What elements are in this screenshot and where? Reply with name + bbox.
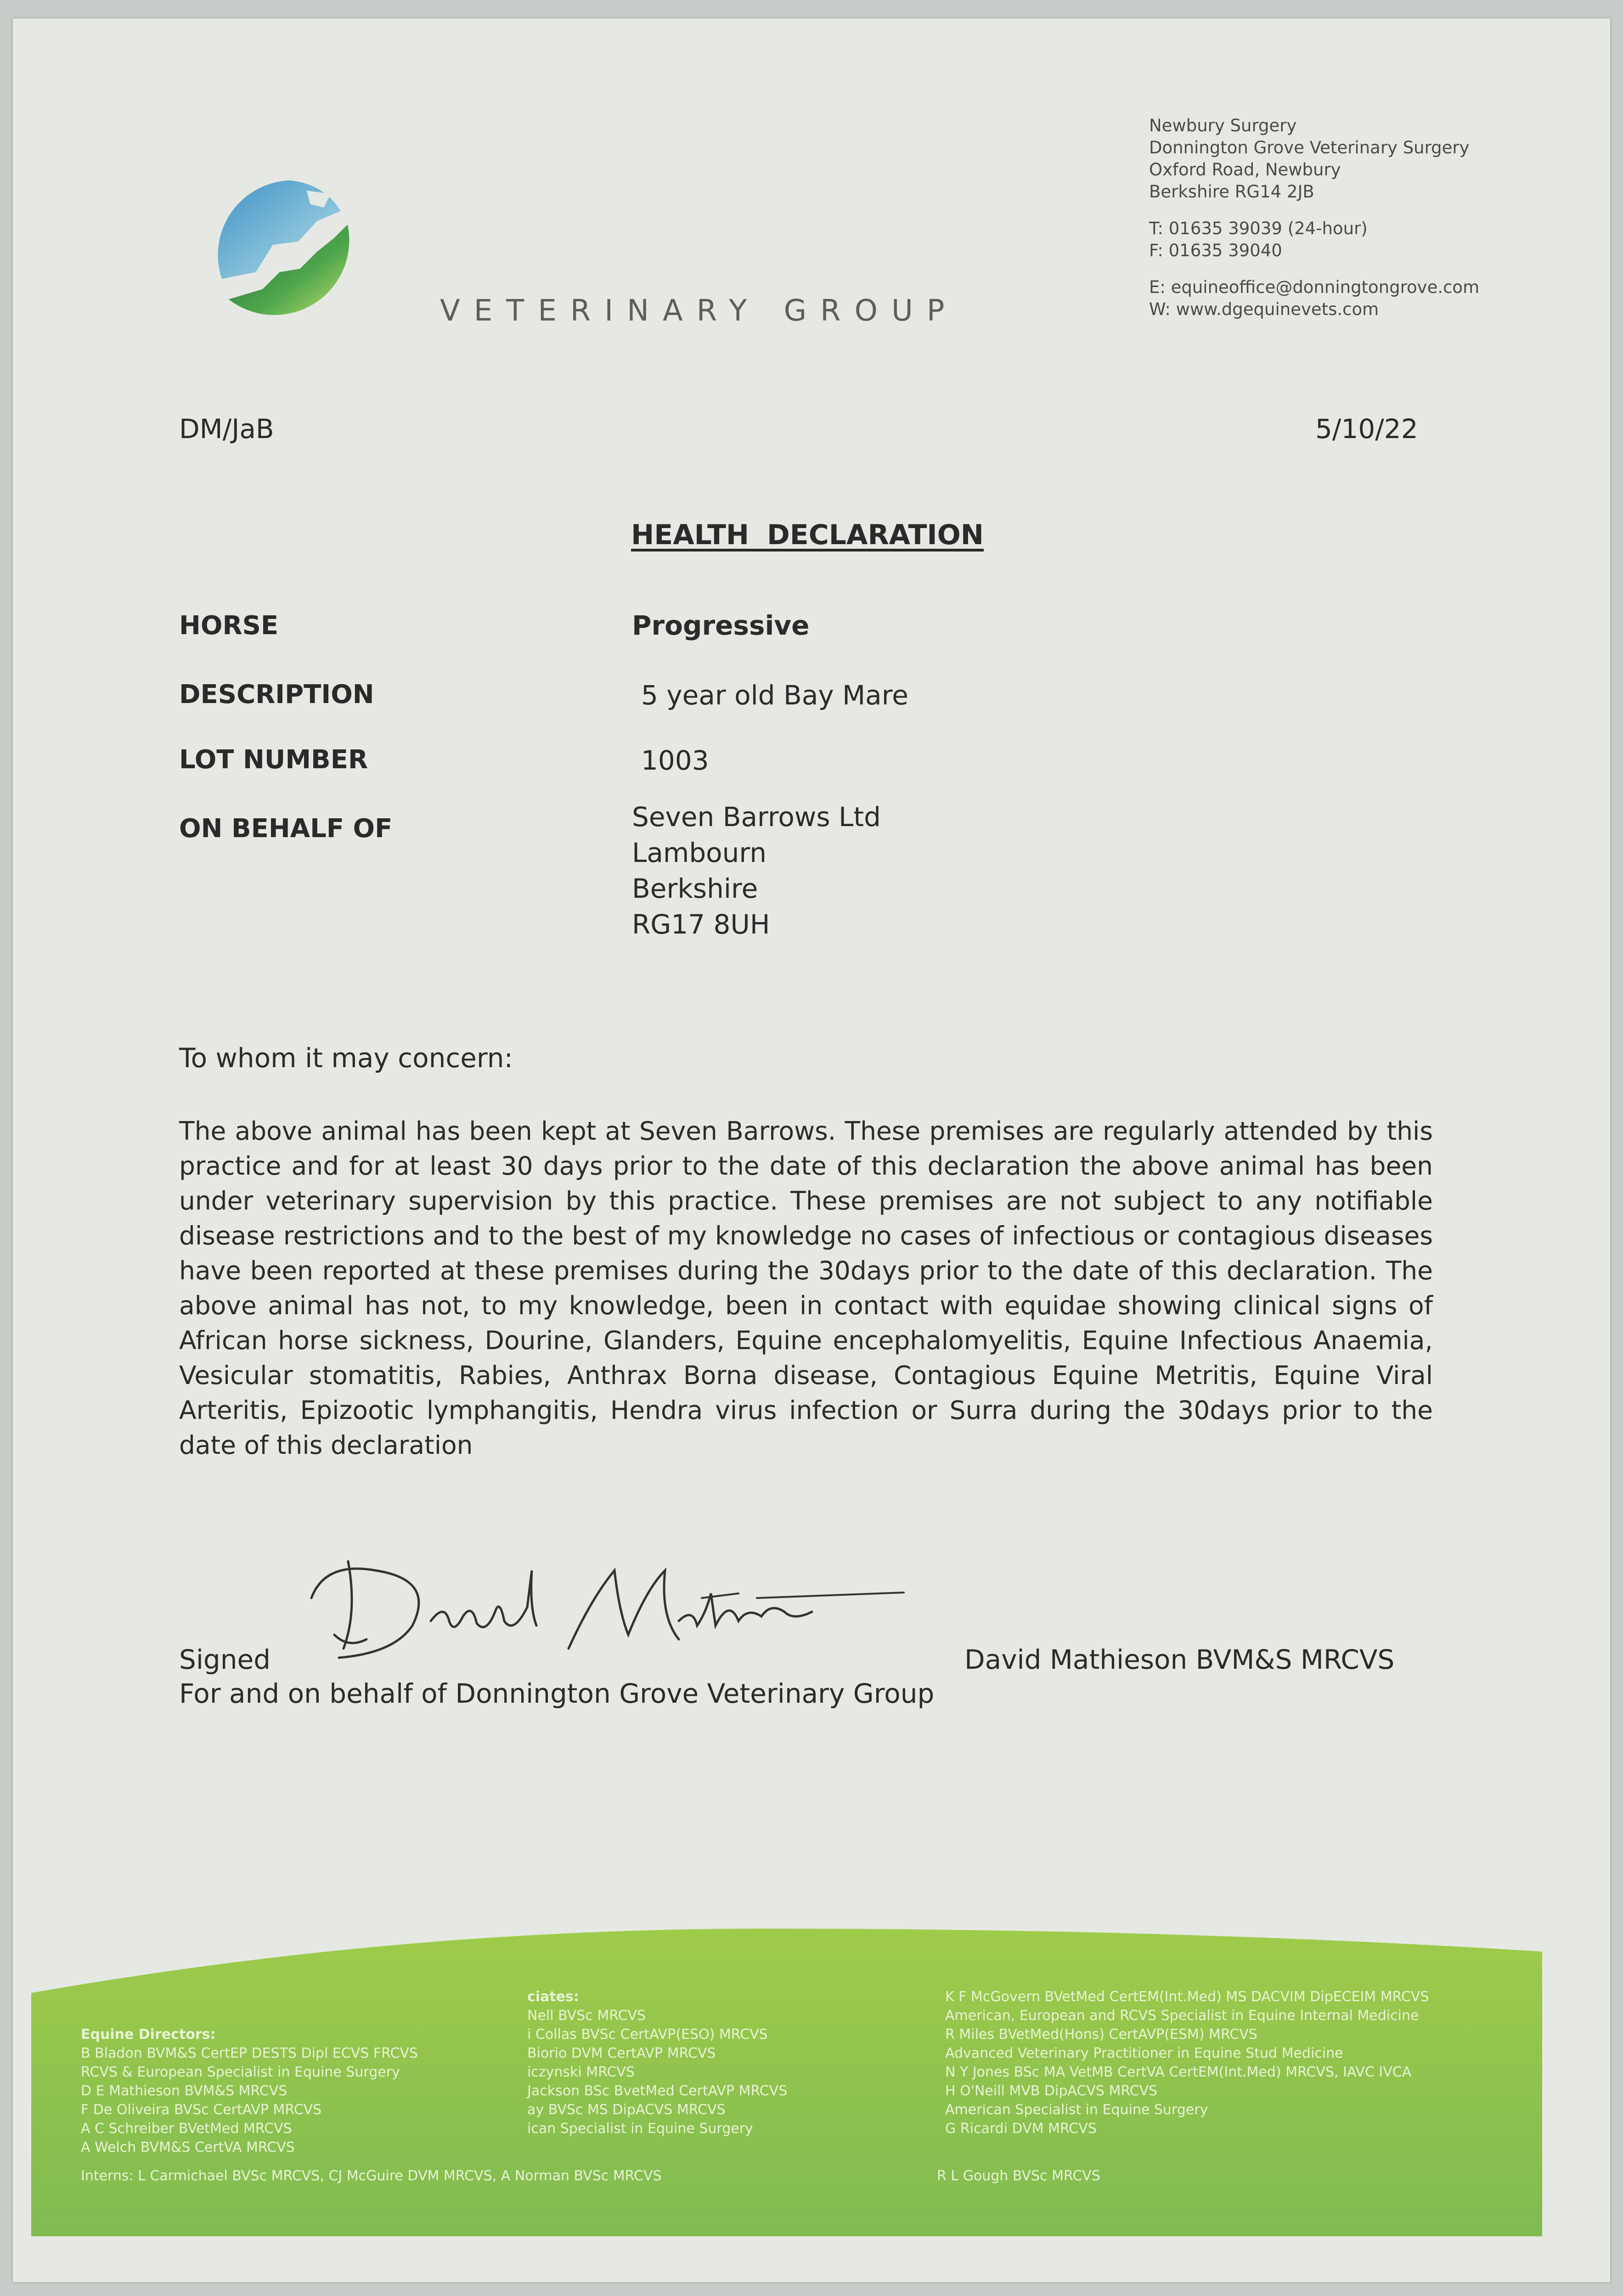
director: A Welch BVM&S CertVA MRCVS (81, 2139, 295, 2155)
declaration-body: The above animal has been kept at Seven Barrows. These premises are regularly attended by this practice and for at least 30 days prior to the date of this declaration the above animal has been under veterinary supervision by this practice. These premises are not subject to any notifiable disease restrictions and to the best of my knowledge no cases of infectious or contagious diseases have been reported at these premises during the 30days prior to the date of this declaration. The above animal has not, to my knowledge, been in contact with equidae showing clinical signs of African horse sickness, Dourine, Glanders, Equine encephalomyelitis, Equine Infectious Anaemia, Vesicular stomatitis, Rabies, Anthrax Borna disease, Contagious Equine Metritis, Equine Viral Arteritis, Epizootic lymphangitis, Hendra virus infection or Surra during the 30days prior to the date of this declaration (179, 1116, 1433, 1460)
associate: K F McGovern BVetMed CertEM(Int.Med) MS DACVIM DipECEIM MRCVS (945, 1989, 1429, 2005)
signer-name: David Mathieson BVM&S MRCVS (964, 1644, 1395, 1675)
document-title: HEALTH DECLARATION (631, 519, 984, 551)
salutation: To whom it may concern: (179, 1042, 513, 1074)
director: F De Oliveira BVSc CertAVP MRCVS (81, 2102, 322, 2118)
handwritten-signature (298, 1543, 913, 1681)
lot-number-label: LOT NUMBER (179, 745, 368, 775)
associate: i Collas BVSc CertAVP(ESO) MRCVS (527, 2026, 768, 2043)
associate: ican Specialist in Equine Surgery (527, 2121, 753, 2137)
associate: Advanced Veterinary Practitioner in Equine Stud Medicine (945, 2045, 1343, 2061)
veterinary-group-logo (205, 174, 375, 343)
associates-heading: ciates: (527, 1989, 579, 2005)
associate: Jackson BSc BvetMed CertAVP MRCVS (527, 2083, 788, 2099)
phone-number: T: 01635 39039 (24-hour) (1149, 219, 1368, 238)
fax-number: F: 01635 39040 (1149, 241, 1282, 260)
email-address: E: equineoffice@donningtongrove.com (1149, 277, 1480, 297)
horse-label: HORSE (179, 611, 279, 641)
signed-label: Signed (179, 1644, 271, 1675)
director: B Bladon BVM&S CertEP DESTS Dipl ECVS FRCVS (81, 2045, 418, 2061)
footer-directors (81, 2025, 418, 2157)
directors-heading: Equine Directors: (81, 2026, 216, 2043)
footer-interns: Interns: L Carmichael BVSc MRCVS, CJ McGuire DVM MRCVS, A Norman BVSc MRCVS (81, 2168, 662, 2184)
owner-address (632, 799, 881, 942)
footer-associates (527, 1987, 787, 2138)
associate: R Miles BVetMed(Hons) CertAVP(ESM) MRCVS (945, 2026, 1257, 2043)
horse-value: Progressive (632, 610, 810, 641)
director: A C Schreiber BVetMed MRCVS (81, 2121, 292, 2137)
footer-interns-extra: R L Gough BVSc MRCVS (937, 2168, 1100, 2184)
associate: N Y Jones BSc MA VetMB CertVA CertEM(Int.Med) MRCVS, IAVC IVCA (945, 2064, 1412, 2080)
owner-address-line: RG17 8UH (632, 909, 770, 940)
owner-address-line: Berkshire (632, 873, 758, 904)
address-line: Donnington Grove Veterinary Surgery (1149, 138, 1470, 158)
on-behalf-statement: For and on behalf of Donnington Grove Veterinary Group (179, 1678, 935, 1709)
associate: American, European and RCVS Specialist in Equine Internal Medicine (945, 2008, 1419, 2024)
document-page (13, 18, 1610, 2282)
website: W: www.dgequinevets.com (1149, 299, 1379, 319)
reference-code: DM/JaB (179, 413, 274, 445)
associate: iczynski MRCVS (527, 2064, 635, 2080)
associate: G Ricardi DVM MRCVS (945, 2121, 1097, 2137)
associate: American Specialist in Equine Surgery (945, 2102, 1208, 2118)
owner-address-line: Lambourn (632, 837, 767, 868)
director: D E Mathieson BVM&S MRCVS (81, 2083, 287, 2099)
lot-number-value: 1003 (641, 745, 709, 776)
on-behalf-label: ON BEHALF OF (179, 814, 393, 844)
description-value: 5 year old Bay Mare (641, 680, 908, 711)
address-line: Berkshire RG14 2JB (1149, 182, 1314, 202)
associate: Biorio DVM CertAVP MRCVS (527, 2045, 716, 2061)
director: RCVS & European Specialist in Equine Surgery (81, 2064, 400, 2080)
logo-wordmark: VETERINARY GROUP (440, 294, 958, 328)
associate: Nell BVSc MRCVS (527, 2008, 646, 2024)
description-label: DESCRIPTION (179, 680, 374, 709)
address-line: Newbury Surgery (1149, 116, 1297, 135)
owner-address-line: Seven Barrows Ltd (632, 801, 881, 833)
address-line: Oxford Road, Newbury (1149, 160, 1341, 180)
practice-address (1149, 115, 1479, 321)
letter-date: 5/10/22 (1315, 413, 1418, 445)
associate: H O'Neill MVB DipACVS MRCVS (945, 2083, 1158, 2099)
footer-associates-continued (945, 1987, 1429, 2138)
associate: ay BVSc MS DipACVS MRCVS (527, 2102, 726, 2118)
